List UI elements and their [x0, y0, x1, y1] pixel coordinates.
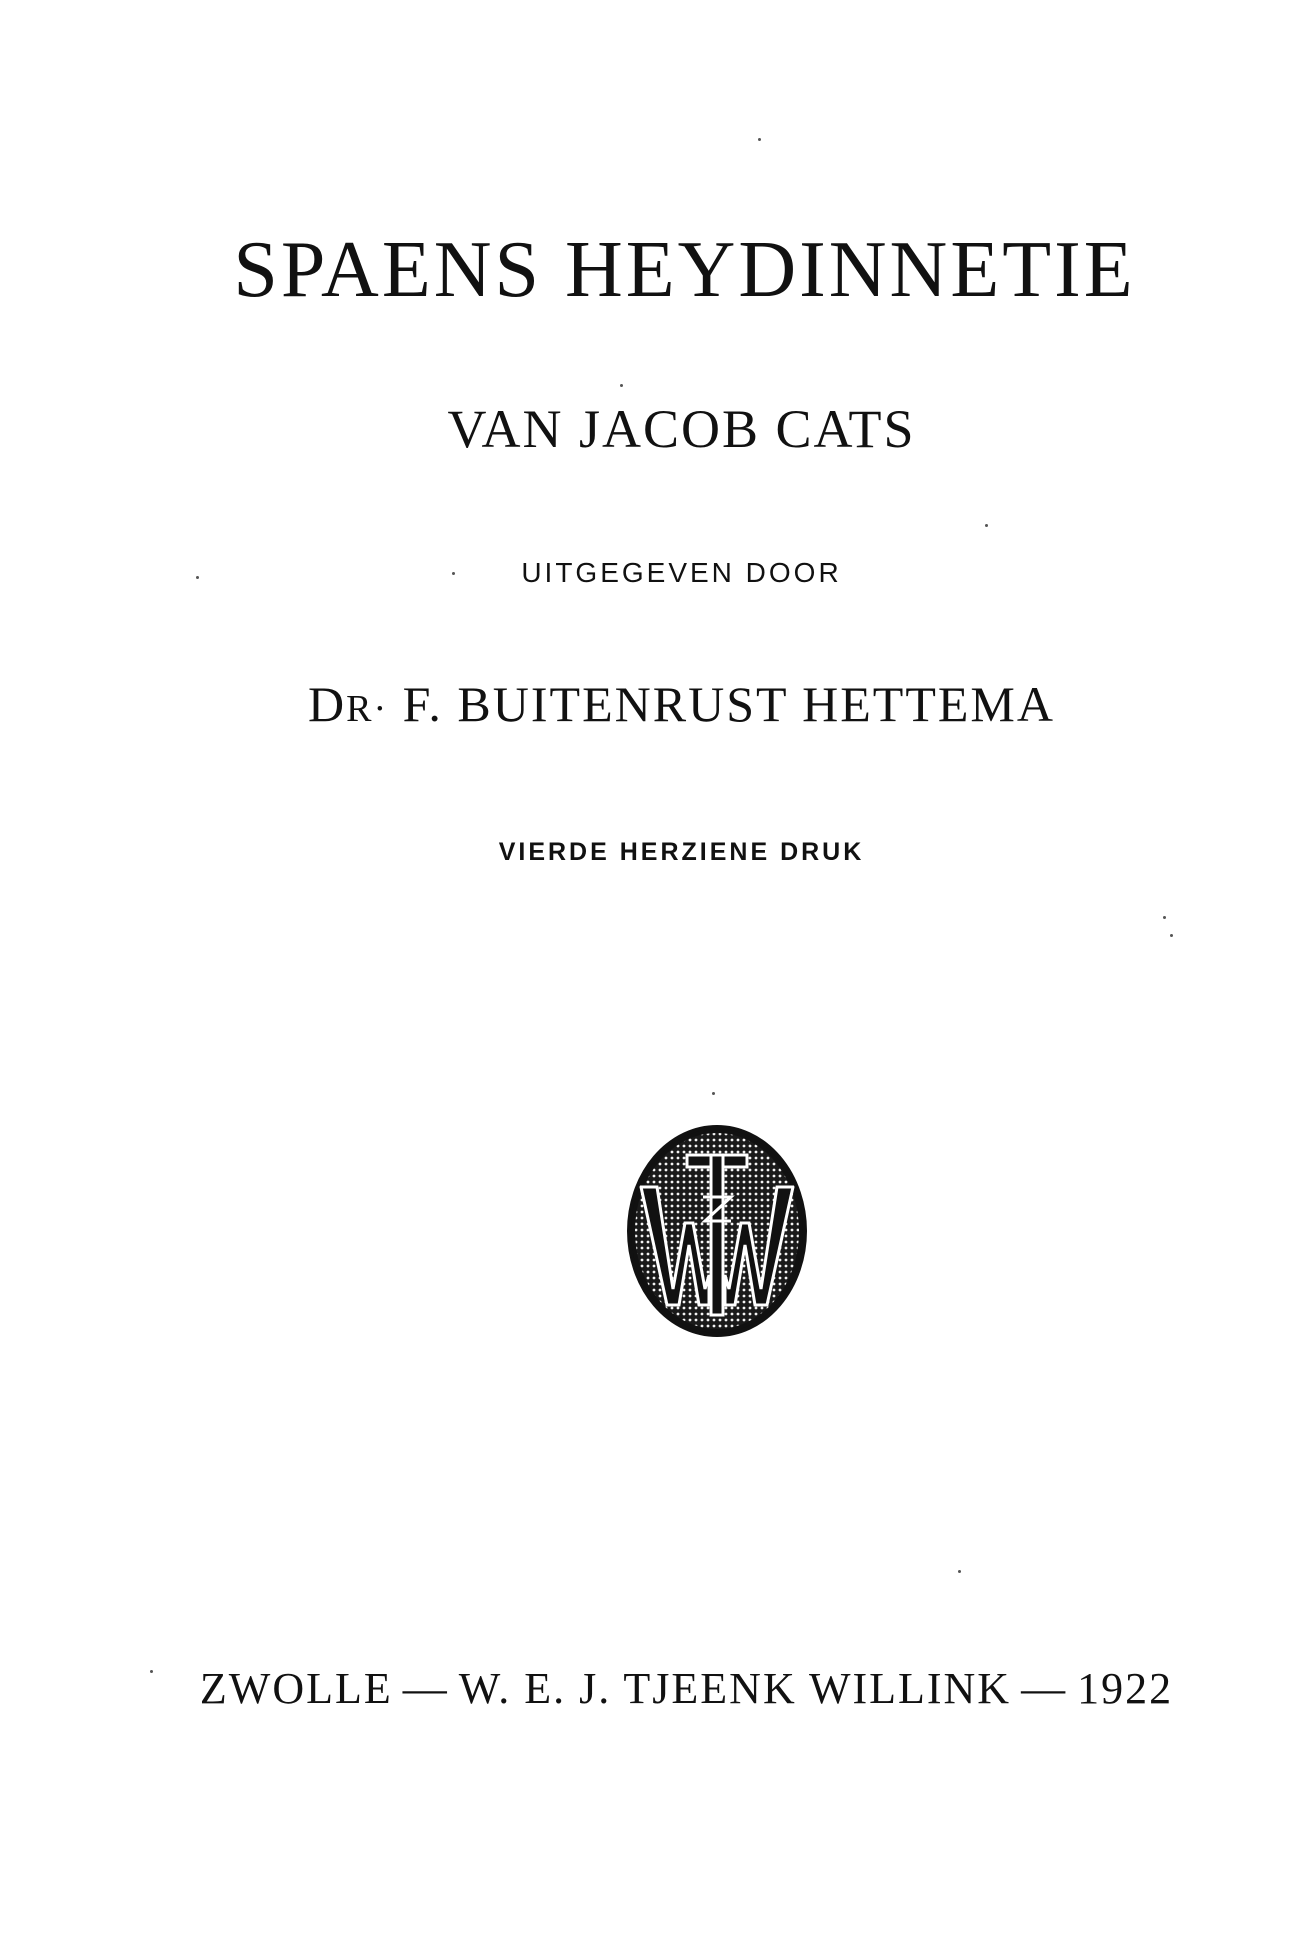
- paper-speck: [985, 524, 988, 527]
- publisher-monogram-wtw-icon: [627, 1125, 807, 1337]
- paper-speck: [958, 1570, 961, 1573]
- editor-name: F. BUITENRUST HETTEMA: [402, 676, 1055, 732]
- imprint-publisher: W. E. J. TJEENK WILLINK: [458, 1664, 1012, 1713]
- paper-speck: [620, 384, 623, 387]
- paper-speck: [712, 1092, 715, 1095]
- imprint-year: 1922: [1077, 1664, 1174, 1713]
- editor-line: DR· F. BUITENRUST HETTEMA: [308, 676, 1055, 732]
- imprint-place: ZWOLLE: [199, 1664, 393, 1713]
- paper-speck: [452, 572, 455, 575]
- book-title: SPAENS HEYDINNETIE: [233, 226, 1136, 314]
- edition-statement: VIERDE HERZIENE DRUK: [498, 838, 865, 866]
- paper-speck: [196, 576, 199, 579]
- paper-speck: [150, 1670, 153, 1673]
- editor-prefix-small: R: [346, 688, 374, 730]
- editor-intro: UITGEGEVEN DOOR: [521, 557, 842, 588]
- imprint-line: [0, 1663, 1309, 1714]
- paper-speck: [1170, 934, 1173, 937]
- book-subtitle-author: VAN JACOB CATS: [447, 399, 916, 459]
- imprint-separator: —: [402, 1664, 449, 1713]
- imprint-separator: —: [1021, 1664, 1068, 1713]
- editor-prefix-main: D: [308, 676, 347, 732]
- paper-speck: [1163, 916, 1166, 919]
- paper-speck: [758, 138, 761, 141]
